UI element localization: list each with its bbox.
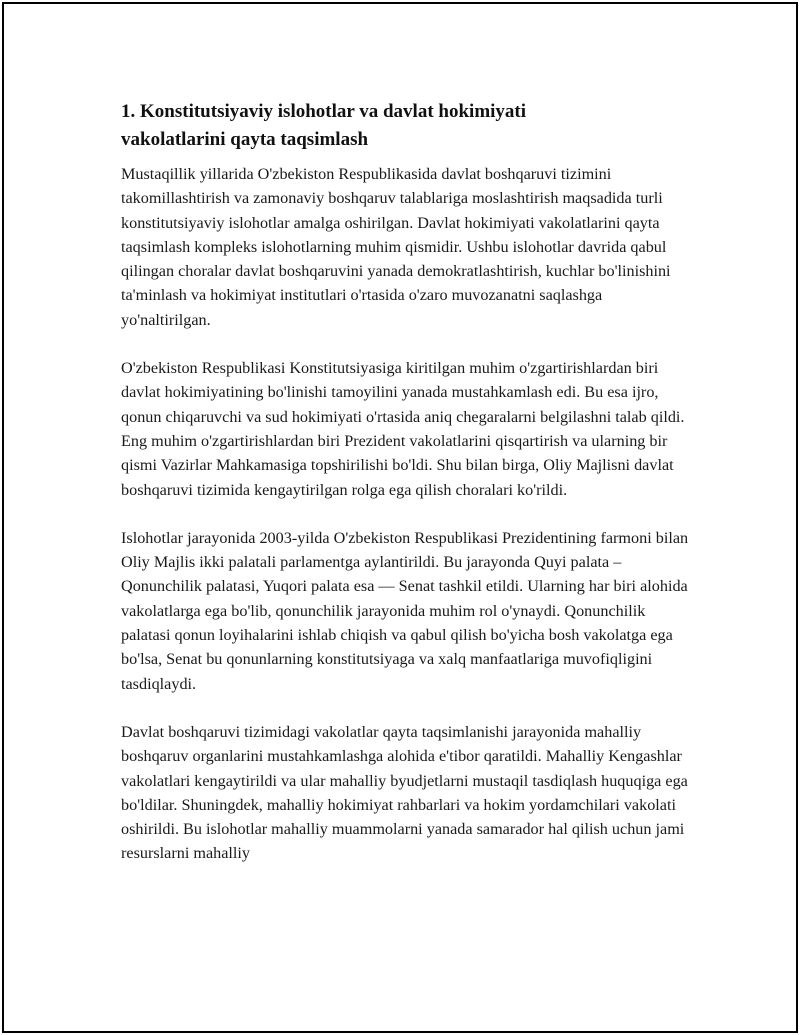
section-title-line-1: 1. Konstitutsiyaviy islohotlar va davlat hokimiyati	[121, 101, 527, 122]
paragraph-3: Islohotlar jarayonida 2003-yilda O'zbekiston Respublikasi Prezidentining farmoni bilan Oliy Majlis ikki palatali parlamentga aylantirildi. Bu jarayonda Quyi palata – Qonunchilik palatasi, Yuqori palata esa — Senat tashkil etildi. Ularning har biri alohida vakolatlarga ega bo'lib, qonunchilik jarayonida muhim rol o'ynaydi. Qonunchilik palatasi qonun loyihalarini ishlab chiqish va qabul qilish bo'yicha bosh vakolatga ega bo'lsa, Senat bu qonunlarning konstitutsiyaga va xalq manfaatlariga muvofiqligini tasdiqlaydi.	[121, 528, 689, 693]
paragraph-4: Davlat boshqaruvi tizimidagi vakolatlar qayta taqsimlanishi jarayonida mahalliy boshqaruv organlarini mustahkamlashga alohida e'tibor qaratildi. Mahalliy Kengashlar vakolatlari kengaytirildi va ular mahalliy byudjetlarni mustaqil tasdiqlash huquqiga ega bo'ldilar. Shuningdek, mahalliy hokimiyat rahbarlari va hokim yordamchilari vakolati oshirildi. Bu islohotlar mahalliy muammolarni yanada samarador hal qilish uchun jami resurslarni mahalliy	[121, 722, 688, 863]
paragraph-1: Mustaqillik yillarida O'zbekiston Respublikasida davlat boshqaruvi tizimini takomillashtirish va zamonaviy boshqaruv talablariga moslashtirish maqsadida turli konstitutsiyaviy islohotlar amalga oshirilgan. Davlat hokimiyati vakolatlarini qayta taqsimlash kompleks islohotlarning muhim qismidir. Ushbu islohotlar davrida qabul qilingan choralar davlat boshqaruvini yanada demokratlashtirish, kuchlar bo'linishini ta'minlash va hokimiyat institutlari o'rtasida o'zaro muvozanatni saqlashga yo'naltirilgan.	[121, 165, 671, 329]
paragraph-2: O'zbekiston Respublikasi Konstitutsiyasiga kiritilgan muhim o'zgartirishlardan biri davlat hokimiyatining bo'linishi tamoyilini yanada mustahkamlash edi. Bu esa ijro, qonun chiqaruvchi va sud hokimiyati o'rtasida aniq chegaralarni belgilashni talab qildi. Eng muhim o'zgartirishlardan biri Prezident vakolatlarini qisqartirish va ularning bir qismi Vazirlar Mahkamasiga topshirilishi bo'ldi. Shu bilan birga, Oliy Majlisni davlat boshqaruvi tizimida kengaytirilgan rolga ega qilish choralari ko'rildi.	[121, 359, 685, 499]
section-title-line-2: vakolatlarini qayta taqsimlash	[121, 129, 369, 150]
page-frame	[2, 2, 798, 1033]
document-body	[121, 98, 689, 890]
section-title	[121, 98, 689, 154]
